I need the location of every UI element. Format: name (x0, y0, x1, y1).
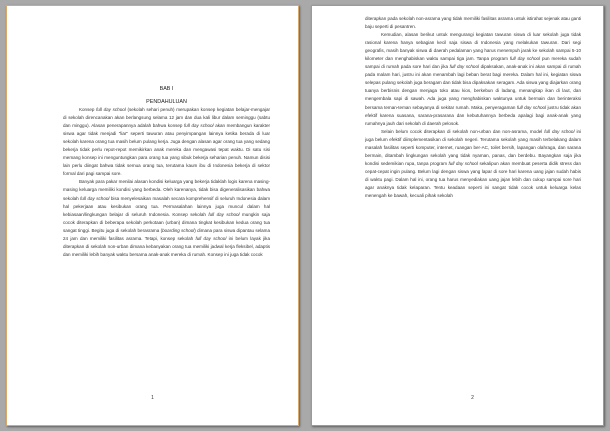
page-number: 1 (151, 395, 154, 401)
paragraph: diterapkan pada sekolah non-asrama yang tidak memiliki fasilitas asrama untuk istirahat sejenak atau ganti baju seperti di pesantren. (365, 16, 581, 30)
document-page-1 (6, 5, 299, 426)
paragraph: Banyak para pakar menilai alasan kondisi keluarga yang bekerja tidaklah logis karena masing-masing keluarga memiliki kondisi yang berbeda. Oleh karenanya, tidak bisa digeneralisasikan bahwa sekolah full day school bisa menyelesaikan masalah secara komprehensif di seluruh Indonesia dalam hal pekerjaan atau kesibukan orang tua. Permasalahan lainnya juga muncul dalam hal kebiasaan/lingkungan belajar di seluruh Indonesia. Konsep sekolah full day school mungkin saja cocok diterapkan di beberapa sekolah perkotaan (urban) dimana tingkat kesibukan kedua orang tua sangat tinggi. Begitu juga di sekolah berasrama (boarding school) dimana para siswa dipantau selama 24 jam dan memiliki fasilitas asrama. Tetapi, konsep sekolah full day school ini belum layak jika diterapkan di sekolah non-urban dimana kebanyakan orang tua memiliki jadwal kerja fleksibel, adaptis dan memiliki lebih banyak waktu bersama anak-anak mereka di rumah. Konsep ini juga tidak cocok (63, 179, 270, 257)
paragraph: Konsep full day school (sekolah sehari penuh) merupakan konsep kegiatan belajar-mengajar di sekolah direncanakan akan berlangsung selama 12 jam dan dua kali libur dalam seminggu (sabtu dan minggu). Alasan penerapannya adalah bahwa konsep full day school akan membangun karakter siswa agar tidak menjadi "liar" seperti tawuran atau penyimpangan lainnya ketika berada di luar sekolah karena orang tua masih belum pulang kerja. Juga dengan alasan agar orang tua yang sedang bekerja tidak perlu repot-repot memikirkan anak mereka dan mengawasi tepat waktu. Di satu sisi memang konsep ini menguntungkan para orang tua yang sibuk bekerja seharian penuh. Namun disisi lain perlu diingat bahwa tidak semua orang tua, terutama kaum ibu di Indonesia bekerja di sektor formal dari pagi sampai sore. (63, 107, 270, 177)
document-page-2 (311, 5, 604, 426)
paragraph: Selain belum cocok diterapkan di sekolah non-urban dan non-asrama, model full day school ini juga belum efektif diimplementasikan di sekolah negeri. Terutama sekolah yang masih terbelakang dalam masalah fasilitas seperti komputer, internet, ruangan ber-AC, toilet bersih, lapangan olahraga, dan sarana bermain, ditambah lingkungan sekolah yang tidak nyaman, panas, dan berdebu. Bayangkan saja jika kondisi sedemikian rupa, tanpa program full day school sekalipun akan membuat peserta didik stress dan cepat-cepat ingin pulang. Belum lagi dengan siswa yang lapar di sore hari karena uang jajan sudah habis di waktu pagi. Dalam hal ini, orang tua harus menyediakan uang jajan lebih dan cukup sampai sore hari agar anaknya tidak kelaparan. Tentu keadaan seperti ini sangat tidak cocok untuk keluarga kelas menengah ke bawah, kecuali pihak sekolah (365, 128, 581, 199)
chapter-label: BAB I (159, 86, 174, 92)
page-number: 2 (471, 395, 474, 401)
page-1-body (63, 106, 270, 259)
chapter-title: PENDAHULUAN (146, 99, 187, 105)
paragraph: Kemudian, alasan berikut untuk mengurangi kegiatan tawuran siswa di luar sekolah juga tidak rasional karena hanya sebagian kecil saja siswa di Indonesia yang melakukan tawuran. Dari segi geografis, masih banyak siswa di daerah pedalaman yang harus menempuh jarak ke sekolah sampai 5-10 kilometer dan menghabiskan waktu sampai tiga jam. Tanpa program full day school pun mereka sudah sampai di rumah pada sore hari dan jika full day school dipaksakan, anak-anak ini akan sampai di rumah pada malam hari, justru ini akan menambah lagi beban berat bagi mereka. Dalam hal ini, kegiatan siswa selepas pulang sekolah juga beragam dan tidak bisa dipaksakan seragam. Ada siswa yang diajarkan orang tuanya berbisnis dengan menjaga toko atau kios, berkebun di ladang, menangkap ikan di laut, dan mengembala sapi di sawah. Ada juga yang menghabiskan waktunya untuk bermain dan berinteraksi bersama teman-teman sebayanya di sekitar rumah. Maka, penyeragaman full day school justru tidak akan efektif karena suasana, sarana-prasarana dan kebutuhannya berbeda apalagi bagi anak-anak yang rumahnya jauh dari sekolah di daerah pelosok. (365, 32, 581, 126)
page-2-body (365, 15, 581, 200)
